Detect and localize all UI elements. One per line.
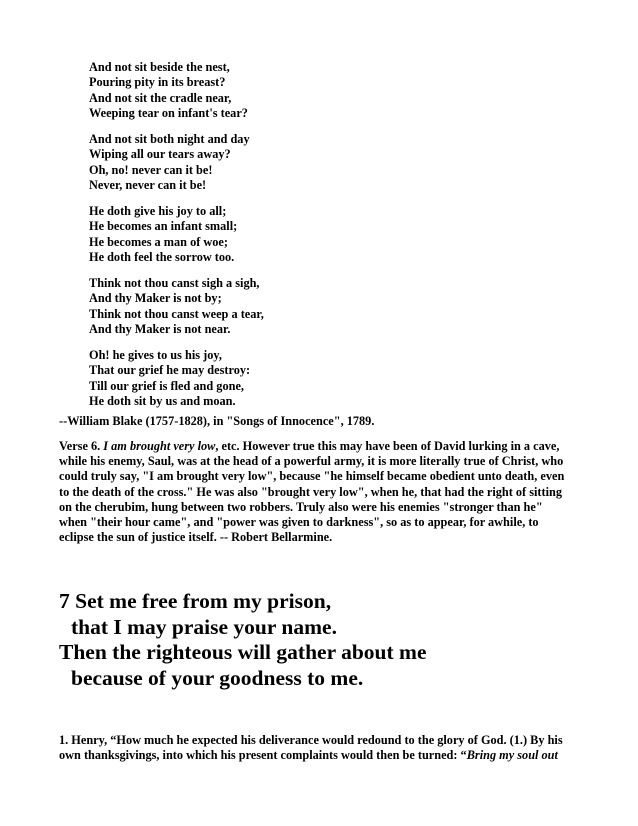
commentary-line: eclipse the sun of justice itself. -- Robert Bellarmine. bbox=[59, 530, 333, 545]
poem-line: That our grief he may destroy: bbox=[89, 363, 251, 378]
poem-line: And not sit beside the nest, bbox=[89, 60, 230, 74]
italic-quote: I am brought very low bbox=[103, 439, 216, 453]
poem-stanza bbox=[89, 348, 250, 409]
footnote-line bbox=[59, 748, 584, 763]
commentary-line: on the cherubim, hung between two robbers. Truly also were his enemies "stronger than he" bbox=[59, 499, 543, 514]
poem-line: Oh! he gives to us his joy, bbox=[89, 348, 222, 362]
poem-line: He doth feel the sorrow too. bbox=[89, 249, 235, 264]
poem-stanza bbox=[89, 60, 248, 121]
verse-7-block bbox=[59, 589, 427, 691]
verse-line: because of your goodness to me. bbox=[71, 665, 364, 690]
commentary-line: when "their hour came", and "power was given to darkness", so as to appear, for awhile, to bbox=[59, 515, 539, 530]
footnote-paragraph bbox=[59, 733, 584, 763]
poem-line: Think not thou canst sigh a sigh, bbox=[89, 276, 260, 290]
poem-line: And thy Maker is not by; bbox=[89, 291, 222, 306]
commentary-line: could truly say, "I am brought very low", because "he himself became obedient unto death, even bbox=[59, 469, 565, 484]
poem-line: Pouring pity in its breast? bbox=[89, 75, 226, 90]
poem-line: He doth sit by us and moan. bbox=[89, 393, 236, 408]
verse-line: that I may praise your name. bbox=[71, 614, 337, 639]
commentary-line: while his enemy, Saul, was at the head of a powerful army, it is more literally true of Christ, who bbox=[59, 454, 564, 469]
poem-line: He becomes an infant small; bbox=[89, 219, 238, 234]
poem-line: Think not thou canst weep a tear, bbox=[89, 306, 264, 321]
commentary-text: , etc. However true this may have been of David lurking in a cave, bbox=[215, 439, 560, 453]
verse-line: 7 Set me free from my prison, bbox=[59, 589, 332, 613]
poem-line: Oh, no! never can it be! bbox=[89, 162, 213, 177]
poem-line: And thy Maker is not near. bbox=[89, 321, 231, 336]
commentary-line bbox=[59, 439, 584, 454]
poem-stanza bbox=[89, 204, 237, 265]
poem-line: Weeping tear on infant's tear? bbox=[89, 105, 248, 120]
poem-stanza bbox=[89, 132, 250, 193]
poem-line: Till our grief is fled and gone, bbox=[89, 378, 244, 393]
footnote-text: own thanksgivings, into which his present complaints would then be turned: “ bbox=[59, 748, 467, 763]
italic-quote: Bring my soul out bbox=[466, 748, 558, 763]
commentary-line: to the death of the cross." He was also "brought very low", when he, that had the right of sitting bbox=[59, 484, 563, 499]
poem-line: Never, never can it be! bbox=[89, 177, 207, 192]
poem-line: Wiping all our tears away? bbox=[89, 147, 231, 162]
poem-line: And not sit both night and day bbox=[89, 132, 250, 146]
poem-line: He doth give his joy to all; bbox=[89, 204, 227, 218]
verse-line: Then the righteous will gather about me bbox=[59, 640, 427, 664]
footnote-line: 1. Henry, “How much he expected his deliverance would redound to the glory of God. (1.) By his bbox=[59, 733, 563, 747]
poem-line: And not sit the cradle near, bbox=[89, 90, 232, 105]
poem-attribution: --William Blake (1757-1828), in "Songs of Innocence", 1789. bbox=[59, 414, 375, 428]
commentary-paragraph bbox=[59, 439, 584, 545]
poem-stanza bbox=[89, 276, 264, 337]
verse-label: Verse 6. bbox=[59, 439, 101, 453]
poem-line: He becomes a man of woe; bbox=[89, 234, 228, 249]
